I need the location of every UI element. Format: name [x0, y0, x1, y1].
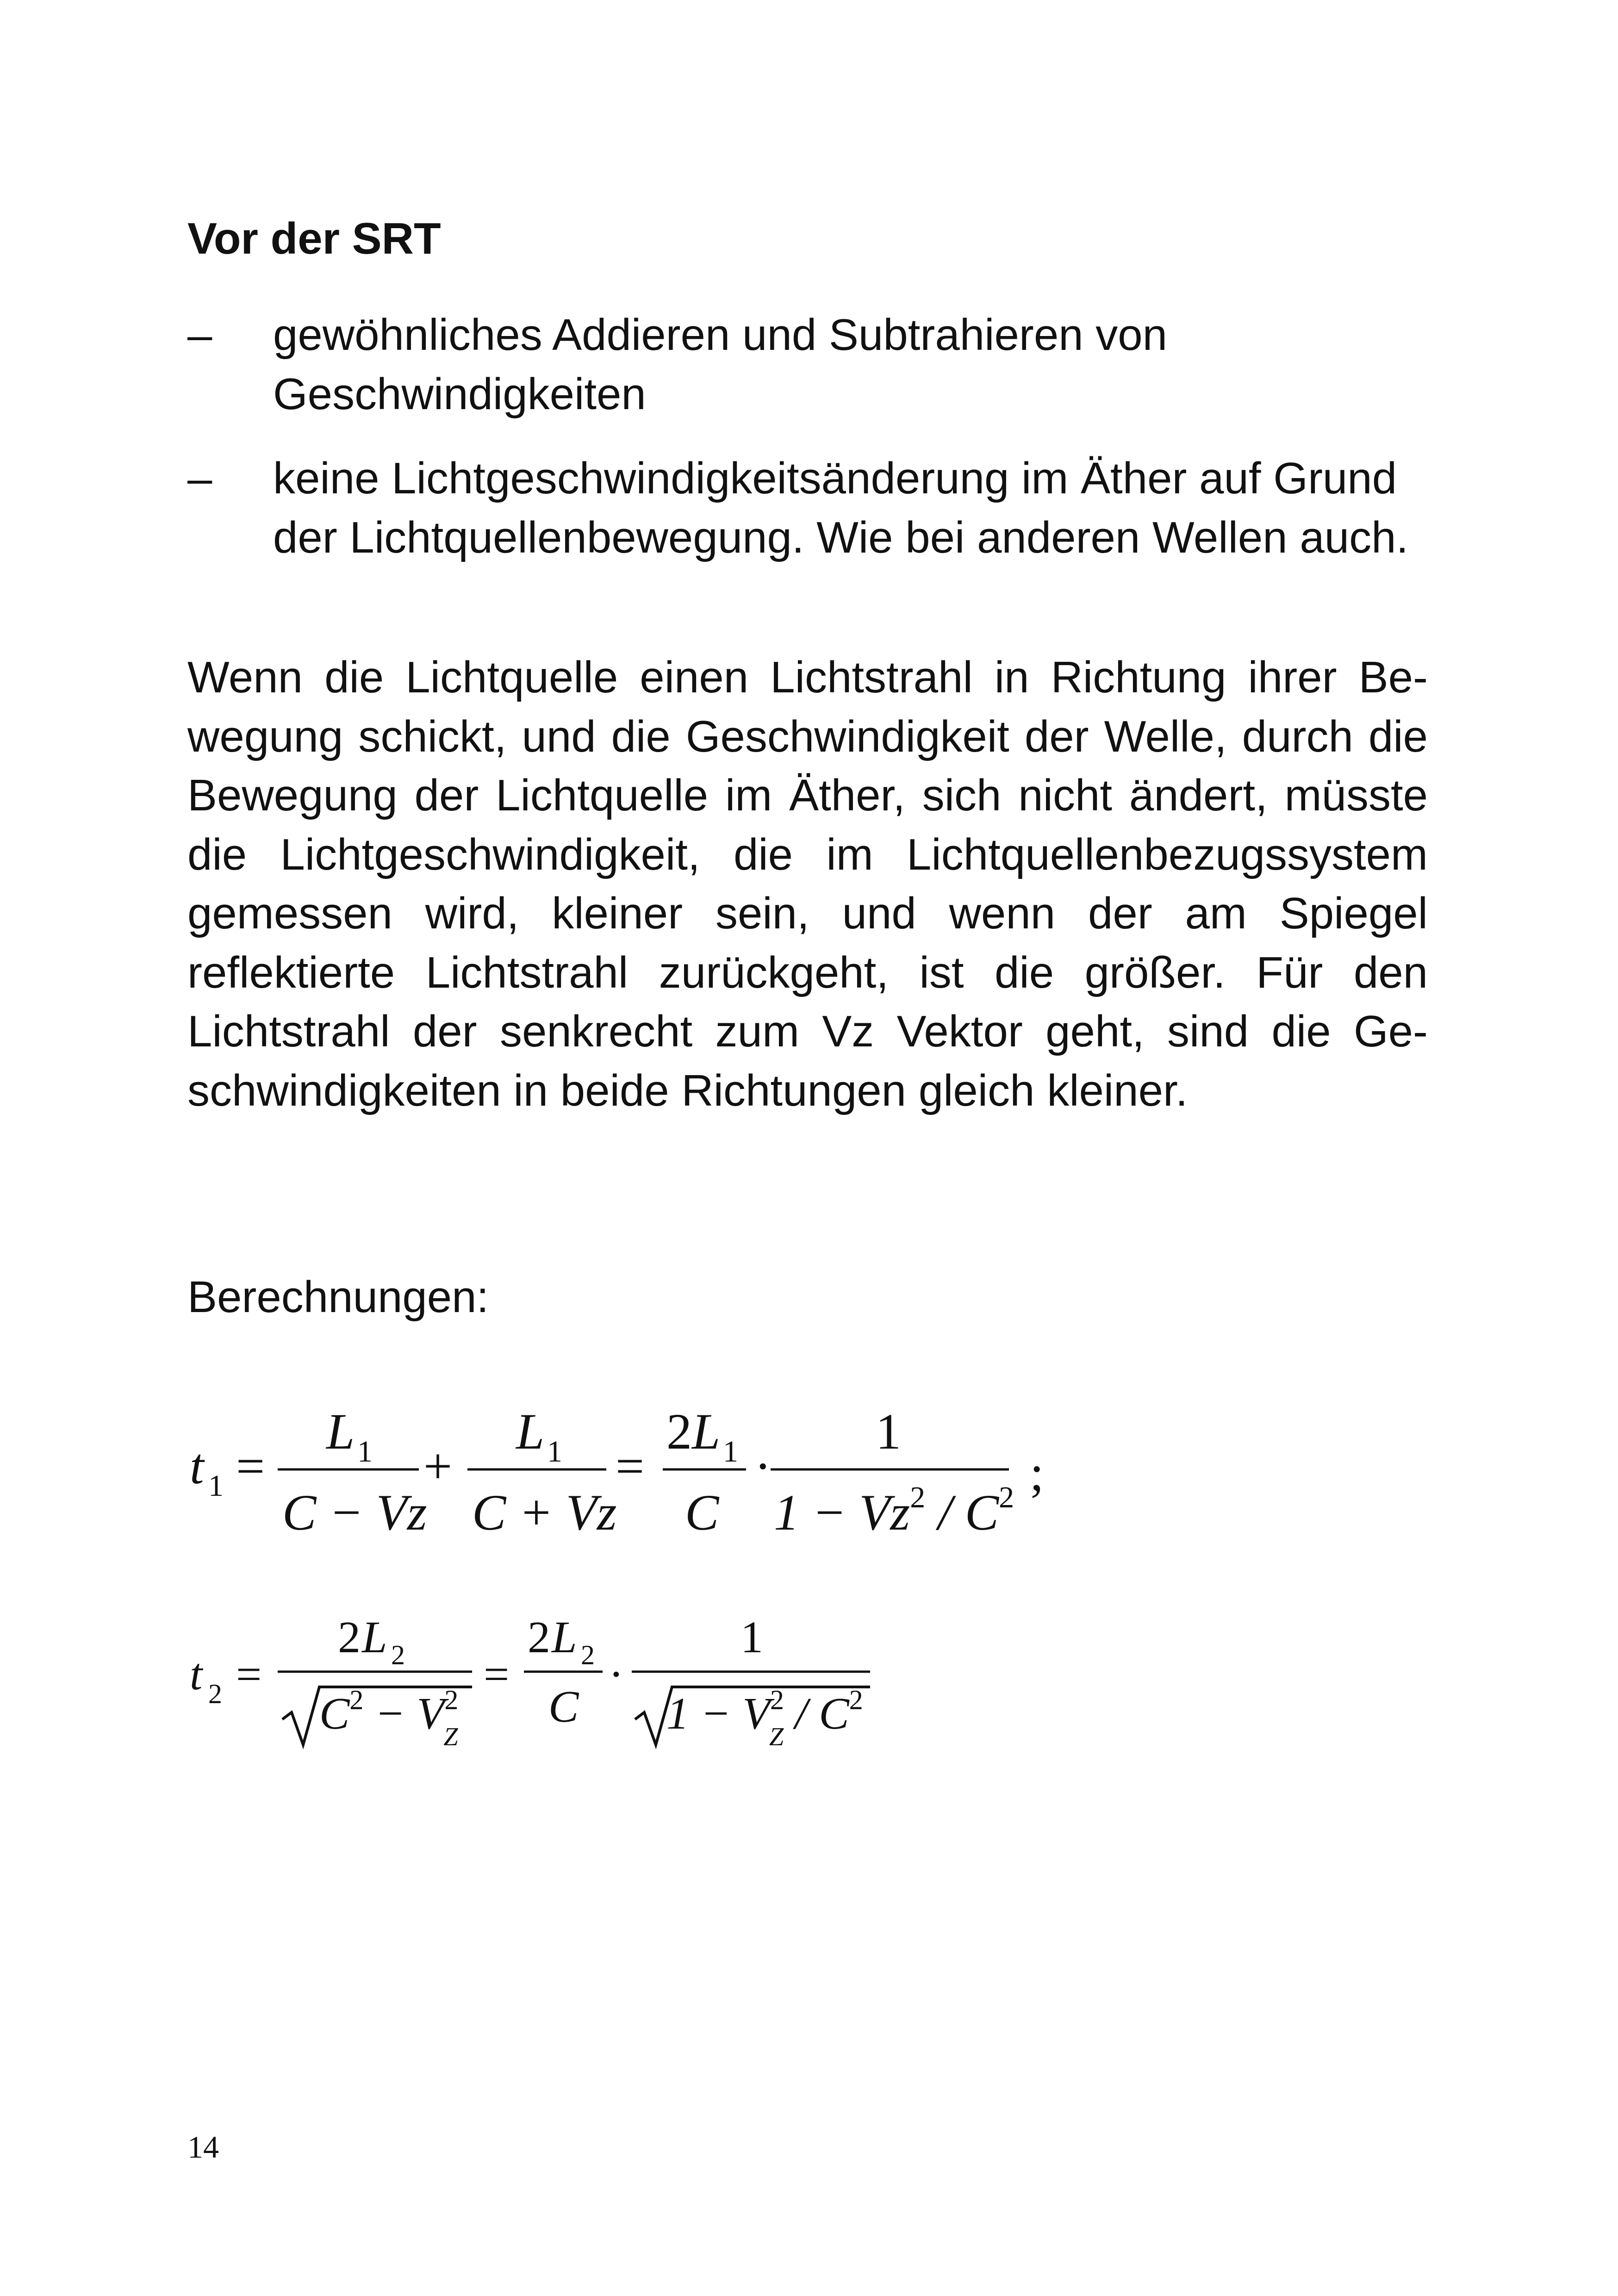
- fraction3-numerator-var: L: [692, 1403, 721, 1460]
- body-paragraph: Wenn die Lichtquelle einen Lichtstrahl in Richtung ihrer Bewegung schickt, und die Geschwindigkeit der Welle, durch die Bewegung der Lichtquelle im Äther, sich nicht ändert, müsste die Lichtgeschwindigkeit, die im Lichtquellenbezugssystem gemessen wird, kleiner sein, und wenn der am Spiegel reflektierte Lichtstrahl zurückgeht, ist die größer. Für den Lichtstrahl der senkrecht zum Vz Vektor geht, sind die Geschwindigkeiten in beide Richtungen gleich kleiner.: [187, 653, 1428, 1115]
- fraction2-numerator-sub: 2: [581, 1640, 595, 1670]
- fraction2-denominator: C + Vz: [472, 1484, 617, 1541]
- section-heading: Vor der SRT: [187, 214, 441, 263]
- fraction1-denominator: $C^2 - V^2$ Z: [319, 1685, 459, 1751]
- fraction3-denominator: $1 - V^2$ Z / $C^2$: [666, 1685, 863, 1751]
- plus-sign: +: [423, 1438, 453, 1494]
- fraction3-denominator: C: [685, 1484, 719, 1541]
- equals-sign: =: [236, 1438, 265, 1494]
- t1-subscript: 1: [208, 1469, 224, 1503]
- dot-operator: ·: [754, 1438, 772, 1494]
- fraction2-numerator-var: L: [516, 1403, 545, 1460]
- fraction1-numerator-sub: 1: [357, 1435, 373, 1468]
- fraction3-numerator: 1: [741, 1612, 763, 1662]
- fraction1-numerator-var: L: [326, 1403, 355, 1460]
- fraction3-numerator-sub: 1: [723, 1435, 738, 1468]
- fraction4-numerator: 1: [876, 1403, 901, 1460]
- list-item-text: keine Lichtgeschwindigkeitsänderung im Äther auf Grund der Lichtquellenbewegung. Wie bei anderen Wellen auch.: [273, 454, 1409, 562]
- fraction1-numerator-sub: 2: [391, 1640, 405, 1670]
- fraction1-denominator: C − Vz: [282, 1484, 427, 1541]
- calculations-label: Berechnungen:: [187, 1272, 489, 1322]
- fraction2-numerator-sub: 1: [547, 1435, 562, 1468]
- fraction2-coefficient: 2: [528, 1612, 550, 1662]
- fraction4-denominator-part1: $1 - Vz^2 / C^2$: [774, 1481, 1014, 1541]
- fraction2-denominator: C: [548, 1682, 579, 1732]
- equals-sign: =: [616, 1438, 645, 1494]
- equals-sign: =: [484, 1649, 510, 1699]
- t1-variable: t: [190, 1438, 204, 1494]
- fraction2-numerator-var: L: [552, 1612, 577, 1662]
- dash-bullet: –: [187, 454, 212, 503]
- equals-sign: =: [236, 1649, 262, 1699]
- fraction1-numerator-var: L: [362, 1612, 387, 1662]
- dot-operator: ·: [609, 1649, 624, 1699]
- t2-subscript: 2: [208, 1679, 222, 1709]
- list-item-text: gewöhnliches Addieren und Subtrahieren von Geschwindigkeiten: [273, 310, 1168, 419]
- fraction3-coefficient: 2: [666, 1403, 692, 1460]
- t2-variable: t: [190, 1649, 203, 1699]
- dash-bullet: –: [187, 310, 212, 360]
- page-number: 14: [187, 2129, 219, 2165]
- semicolon: ;: [1030, 1445, 1044, 1501]
- fraction1-coefficient: 2: [338, 1612, 361, 1662]
